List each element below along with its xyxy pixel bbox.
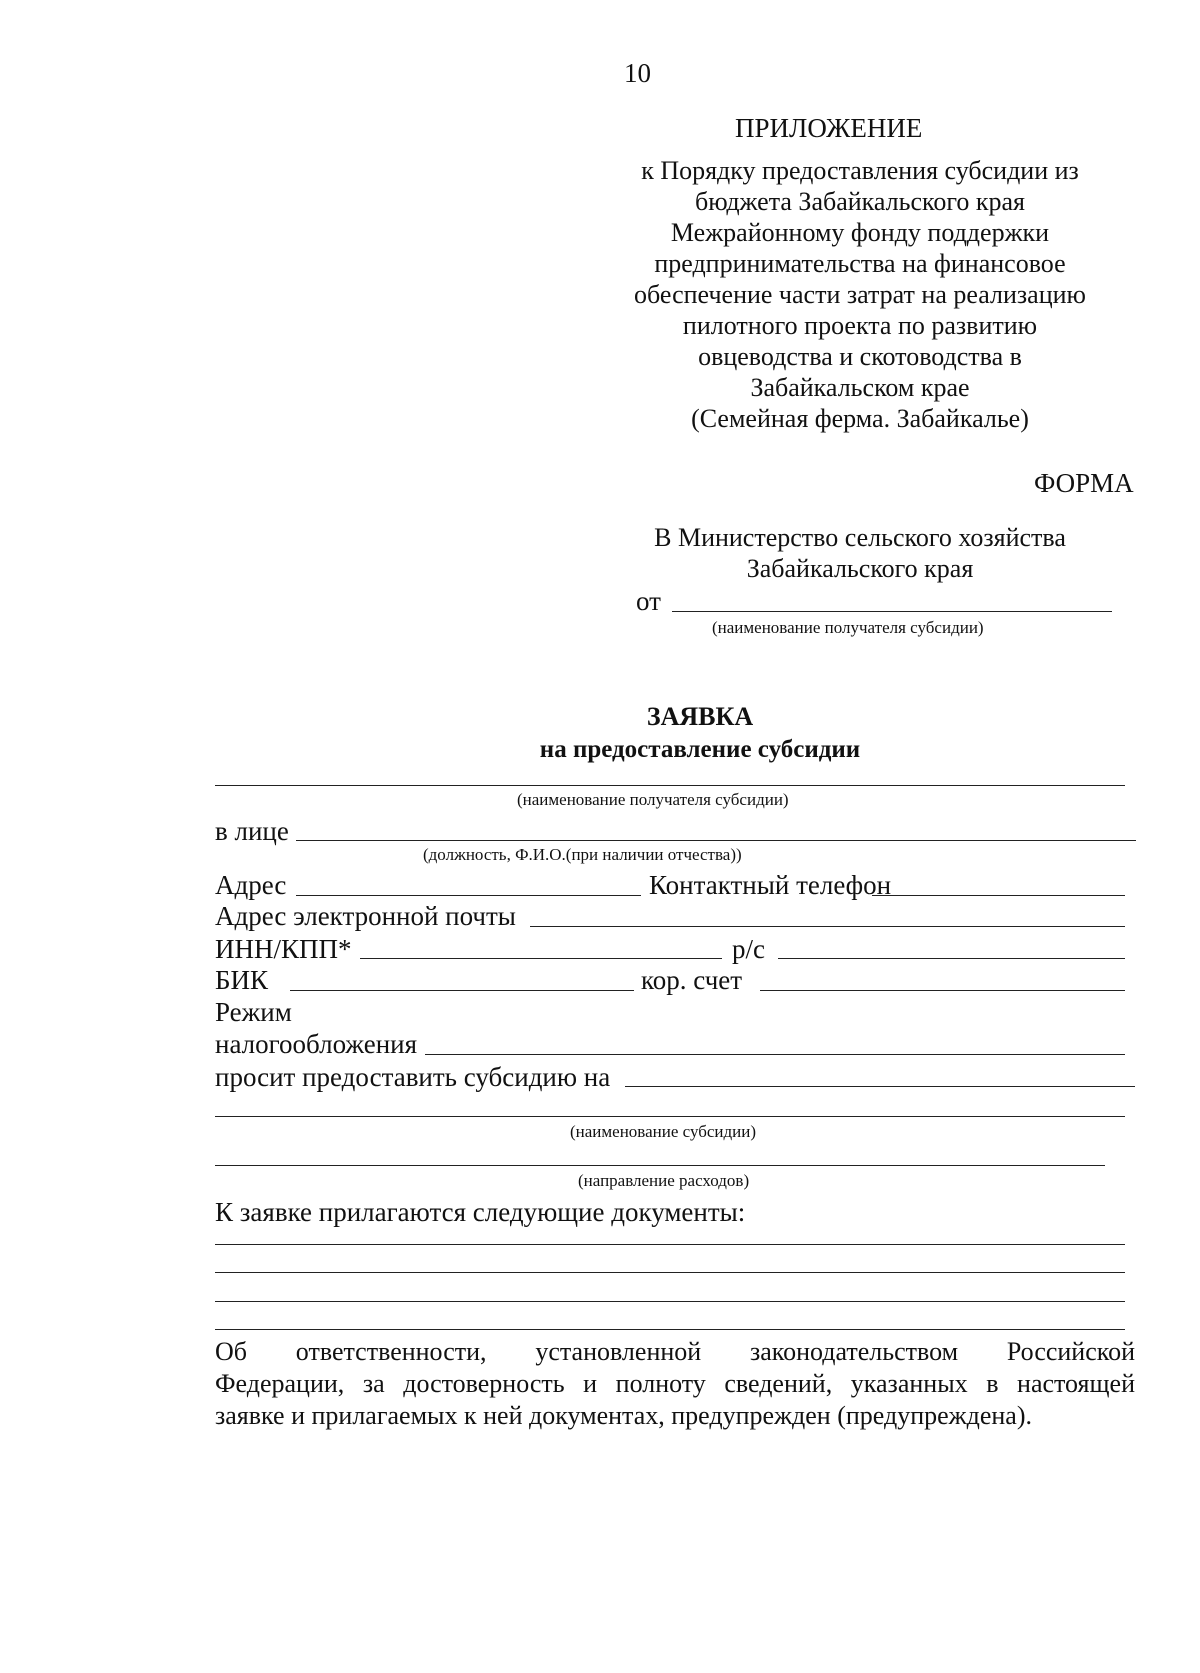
inn-kpp-field[interactable] xyxy=(360,958,722,959)
appendix-line: Забайкальском крае xyxy=(750,373,970,402)
account-field[interactable] xyxy=(778,958,1125,959)
request-field[interactable] xyxy=(625,1086,1135,1087)
attachment-line[interactable] xyxy=(215,1272,1125,1273)
page-number: 10 xyxy=(624,58,651,88)
statement-line: Об ответственности, установленной законодательством Российской xyxy=(215,1337,1135,1366)
attachment-line[interactable] xyxy=(215,1329,1125,1330)
represented-by-field[interactable] xyxy=(296,840,1136,841)
appendix-line: обеспечение части затрат на реализацию xyxy=(634,280,1086,309)
addressee-line-1: В Министерство сельского хозяйства xyxy=(654,523,1066,552)
statement-line: Федерации, за достоверность и полноту сведений, указанных в настоящей xyxy=(215,1369,1135,1398)
appendix-line: предпринимательства на финансовое xyxy=(654,249,1066,278)
inn-kpp-label: ИНН/КПП* xyxy=(215,934,352,964)
tax-regime-label-2: налогообложения xyxy=(215,1029,418,1059)
appendix-line: бюджета Забайкальского края xyxy=(694,187,1026,216)
tax-regime-label-1: Режим xyxy=(215,997,292,1027)
phone-field[interactable] xyxy=(872,895,1125,896)
appendix-line: (Семейная ферма. Забайкалье) xyxy=(691,404,1029,433)
address-field[interactable] xyxy=(296,895,641,896)
request-label: просит предоставить субсидию на xyxy=(215,1062,611,1092)
appendix-line: к Порядку предоставления субсидии из xyxy=(641,156,1079,185)
appendix-line: пилотного проекта по развитию xyxy=(682,311,1038,340)
expense-direction-field[interactable] xyxy=(215,1165,1105,1166)
represented-caption: (должность, Ф.И.О.(при наличии отчества)) xyxy=(423,845,742,864)
subsidy-name-field[interactable] xyxy=(215,1116,1125,1117)
page-title: ЗАЯВКА xyxy=(646,702,754,731)
address-label: Адрес xyxy=(215,870,287,900)
statement-line: заявке и прилагаемых к ней документах, предупрежден (предупреждена). xyxy=(215,1401,1033,1430)
subsidy-caption: (наименование субсидии) xyxy=(570,1122,757,1141)
appendix-line: Межрайонному фонду поддержки xyxy=(670,218,1050,247)
corr-account-label: кор. счет xyxy=(641,965,743,995)
attachments-label: К заявке прилагаются следующие документы: xyxy=(215,1197,746,1227)
bik-label: БИК xyxy=(215,965,269,995)
email-field[interactable] xyxy=(530,926,1125,927)
email-label: Адрес электронной почты xyxy=(215,901,516,931)
appendix-line: овцеводства и скотоводства в xyxy=(698,342,1022,371)
represented-by-label: в лице xyxy=(215,816,289,846)
form-label: ФОРМА xyxy=(1034,468,1134,498)
recipient-caption: (наименование получателя субсидии) xyxy=(517,790,789,809)
responsibility-statement xyxy=(215,1336,1135,1432)
page-subtitle: на предоставление субсидии xyxy=(539,736,861,763)
attachment-line[interactable] xyxy=(215,1244,1125,1245)
bik-field[interactable] xyxy=(290,990,634,991)
appendix-heading: ПРИЛОЖЕНИЕ xyxy=(735,113,923,143)
appendix-reference xyxy=(600,155,1120,434)
account-label: р/с xyxy=(732,934,765,964)
recipient-name-field[interactable] xyxy=(215,785,1125,786)
addressee xyxy=(600,522,1120,584)
from-caption: (наименование получателя субсидии) xyxy=(712,618,984,637)
from-field[interactable] xyxy=(672,611,1112,612)
addressee-line-2: Забайкальского края xyxy=(746,554,974,583)
tax-regime-field[interactable] xyxy=(425,1054,1125,1055)
expense-caption: (направление расходов) xyxy=(578,1171,750,1190)
from-label: от xyxy=(636,586,661,616)
corr-account-field[interactable] xyxy=(760,990,1125,991)
attachment-line[interactable] xyxy=(215,1301,1125,1302)
phone-label: Контактный телефон xyxy=(649,870,892,900)
